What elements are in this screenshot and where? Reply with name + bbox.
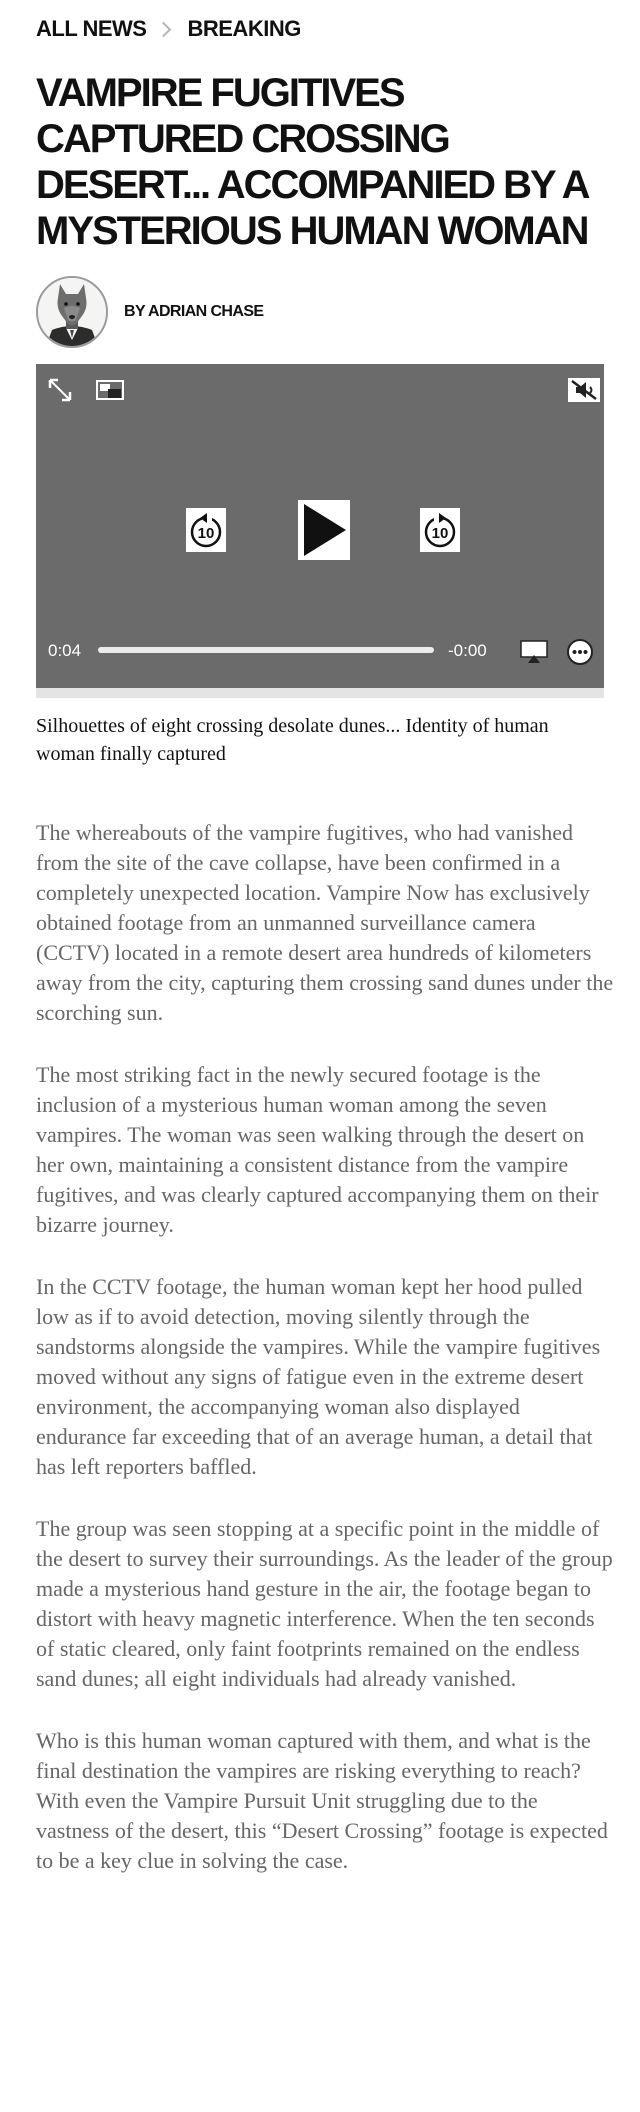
more-options-icon <box>566 638 594 666</box>
remaining-time: -0:00 <box>448 641 487 660</box>
skip-forward-seconds: 10 <box>431 525 449 542</box>
play-icon <box>298 500 350 560</box>
author-byline <box>36 276 263 348</box>
airplay-icon <box>520 640 548 664</box>
article-headline: VAMPIRE FUGITIVES CAPTURED CROSSING DESERT... ACCOMPANIED BY A MYSTERIOUS HUMAN WOMAN <box>36 71 588 253</box>
breadcrumb-breaking-link[interactable]: BREAKING <box>187 16 301 41</box>
skip-back-10-icon <box>186 508 226 552</box>
skip-forward-10-icon <box>420 508 460 552</box>
skip-back-button[interactable] <box>186 508 226 552</box>
article-paragraph: The group was seen stopping at a specific point in the middle of the desert to survey their surroundings. As the leader of the group made a mysterious hand gesture in the air, the footage began to distort with heavy magnetic interference. When the ten seconds of static cleared, only faint footprints remained on the endless sand dunes; all eight individuals had already vanished. <box>36 1516 613 1691</box>
article-paragraph: Who is this human woman captured with them, and what is the final destination the vampires are risking everything to reach? With even the Vampire Pursuit Unit struggling due to the vastness of the desert, this “Desert Crossing” footage is expected to be a key clue in solving the case. <box>36 1728 608 1873</box>
progress-scrubber[interactable] <box>98 647 434 653</box>
article-paragraph: The whereabouts of the vampire fugitives, who had vanished from the site of the cave collapse, have been confirmed in a completely unexpected location. Vampire Now has exclusively obtained footage from an unmanned surveillance camera (CCTV) located in a remote desert area hundreds of kilometers away from the city, capturing them crossing sand dunes under the scorching sun. <box>36 820 614 1025</box>
article-paragraph: The most striking fact in the newly secured footage is the inclusion of a mysterious human woman among the seven vampires. The woman was seen walking through the desert on her own, maintaining a consistent distance from the vampire fugitives, and was clearly captured accompanying them on their bizarre journey. <box>36 1062 599 1237</box>
fullscreen-button[interactable] <box>48 378 72 402</box>
video-caption: Silhouettes of eight crossing desolate dunes... Identity of human woman finally captured <box>36 715 549 765</box>
speaker-muted-icon <box>568 378 600 402</box>
breadcrumb-all-news-link[interactable]: ALL NEWS <box>36 16 147 41</box>
breadcrumb <box>36 16 301 42</box>
picture-in-picture-icon <box>96 380 124 400</box>
mute-button[interactable] <box>568 378 600 402</box>
author-avatar[interactable] <box>36 276 108 348</box>
more-options-button[interactable] <box>566 638 594 666</box>
elapsed-time: 0:04 <box>48 641 82 660</box>
article-body <box>36 818 614 1908</box>
article-paragraph: In the CCTV footage, the human woman kept her hood pulled low as if to avoid detection, moving silently through the sandstorms alongside the vampires. While the vampire fugitives moved without any signs of fatigue even in the extreme desert environment, the accompanying woman also displayed endurance far exceeding that of an average human, a detail that has left reporters baffled. <box>36 1274 601 1479</box>
play-button[interactable] <box>298 500 350 560</box>
author-name[interactable]: BY ADRIAN CHASE <box>124 303 264 320</box>
chevron-right-icon <box>156 21 172 37</box>
skip-forward-button[interactable] <box>420 508 460 552</box>
expand-icon <box>48 378 72 402</box>
skip-back-seconds: 10 <box>197 525 215 542</box>
picture-in-picture-button[interactable] <box>96 380 124 400</box>
airplay-button[interactable] <box>520 640 548 664</box>
wolf-portrait-icon <box>38 278 106 346</box>
player-bottom-strip <box>36 688 604 698</box>
